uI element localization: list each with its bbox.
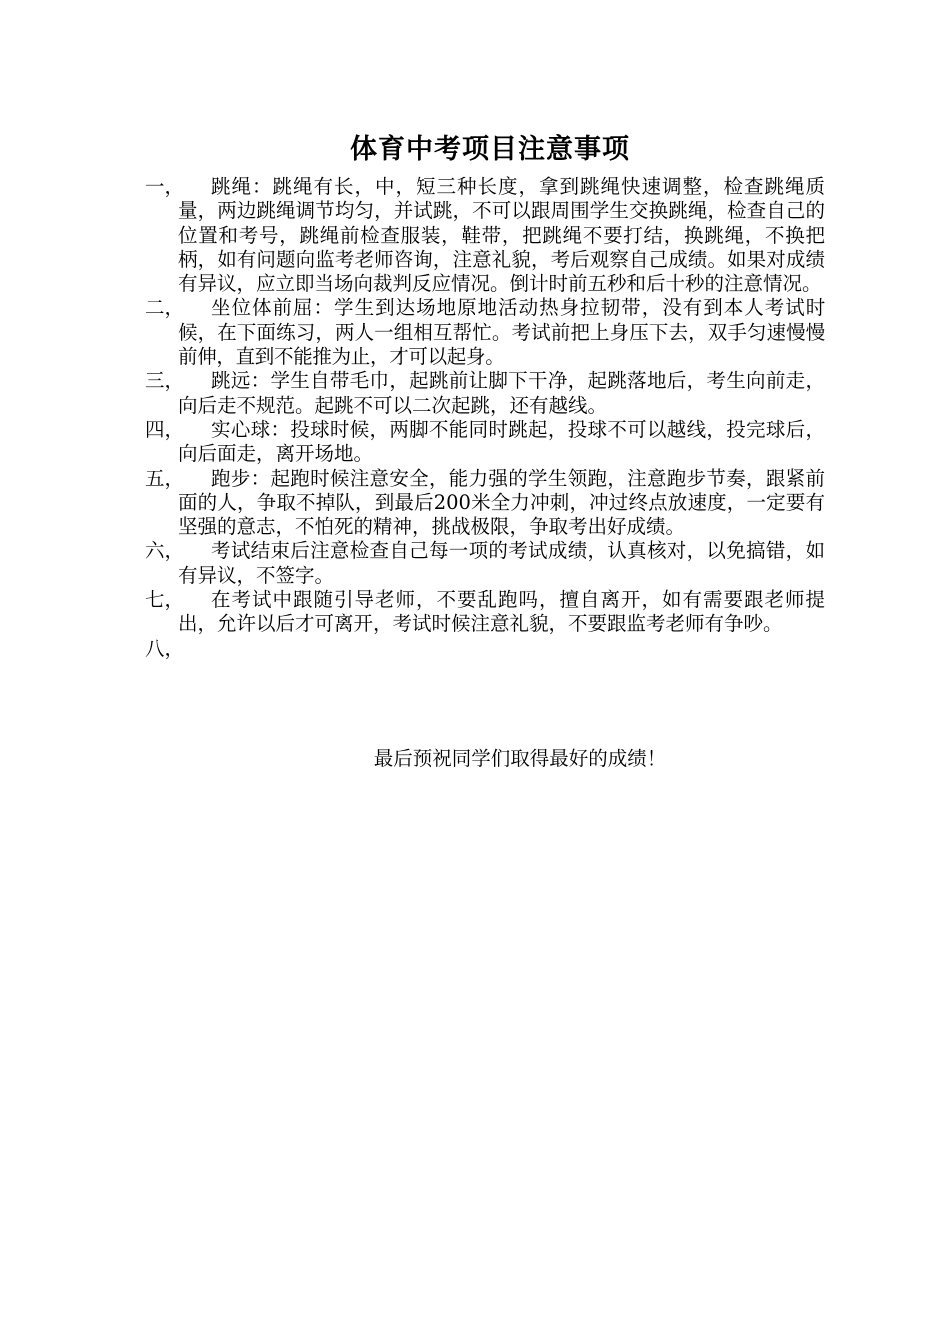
item-number: 一， — [145, 175, 185, 198]
item-number: 六， — [145, 539, 185, 563]
item-number: 三， — [145, 369, 185, 393]
item-number: 八， — [145, 636, 185, 660]
item-text: 在考试中跟随引导老师，不要乱跑吗，擅自离开，如有需要跟老师提出，允许以后才可离开，考试时候注意礼貌，不要跟监考老师有争吵。 — [178, 588, 825, 636]
item-text: 实心球：投球时候，两脚不能同时跳起，投球不可以越线，投完球后，向后面走，离开场地。 — [178, 417, 825, 466]
closing-line: 最后预祝同学们取得最好的成绩！ — [373, 747, 667, 770]
item-text — [178, 637, 825, 661]
list-item — [145, 369, 825, 418]
item-text: 跳远：学生自带毛巾，起跳前让脚下干净，起跳落地后，考生向前走，向后走不规范。起跳不可以二次起跳，还有越线。 — [178, 369, 825, 417]
list-item — [145, 539, 825, 588]
item-number: 七， — [145, 588, 185, 612]
list-item — [145, 175, 825, 296]
item-number: 二， — [145, 296, 185, 320]
list-item — [145, 637, 825, 661]
list-item — [145, 296, 825, 369]
item-number: 四， — [145, 417, 185, 441]
page-title: 体育中考项目注意事项 — [350, 134, 630, 165]
item-number: 五， — [145, 466, 185, 490]
list-item — [145, 467, 825, 540]
item-list — [145, 175, 825, 661]
list-item — [145, 588, 825, 637]
item-text: 坐位体前屈：学生到达场地原地活动热身拉韧带，没有到本人考试时候，在下面练习，两人一组相互帮忙。考试前把上身压下去，双手匀速慢慢前伸，直到不能推为止，才可以起身。 — [178, 296, 825, 369]
item-text: 跑步：起跑时候注意安全，能力强的学生领跑，注意跑步节奏，跟紧前面的人，争取不掉队，到最后200米全力冲刺，冲过终点放速度，一定要有坚强的意志，不怕死的精神，挑战极限，争取考出好成绩。 — [178, 466, 825, 539]
list-item — [145, 418, 825, 467]
item-text: 跳绳：跳绳有长，中，短三种长度，拿到跳绳快速调整，检查跳绳质量，两边跳绳调节均匀，并试跳，不可以跟周围学生交换跳绳，检查自己的位置和考号，跳绳前检查服装，鞋带，把跳绳不要打结，换跳绳，不换把柄，如有问题向监考老师咨询，注意礼貌，考后观察自己成绩。如果对成绩有异议，应立即当场向裁判反应情况。倒计时前五秒和后十秒的注意情况。 — [178, 175, 825, 296]
item-text: 考试结束后注意检查自己每一项的考试成绩，认真核对，以免搞错，如有异议，不签字。 — [178, 539, 825, 587]
